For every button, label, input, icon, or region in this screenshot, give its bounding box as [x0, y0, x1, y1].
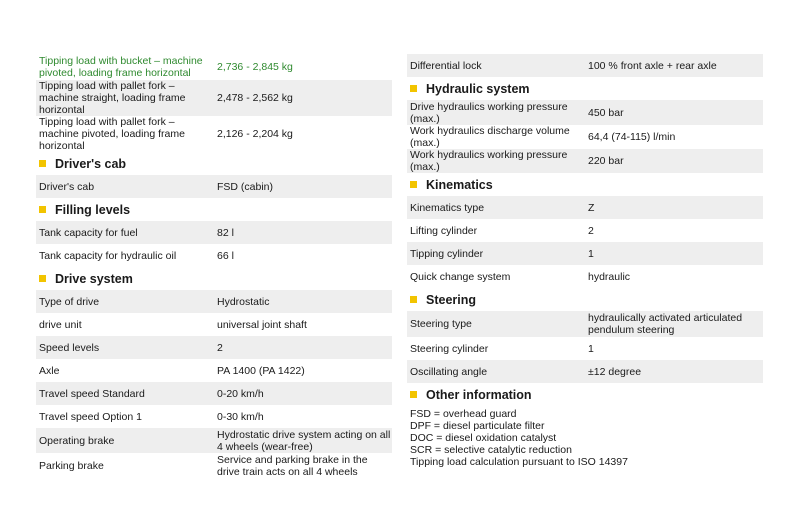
section-heading-kinematics — [407, 173, 763, 196]
spec-value: 2 — [217, 341, 223, 354]
spec-value: 82 l — [217, 226, 234, 239]
spec-value: 64,4 (74-115) l/min — [588, 131, 676, 143]
spec-label: Driver's cab — [39, 180, 95, 193]
section-marker-icon — [39, 206, 46, 213]
spec-value: PA 1400 (PA 1422) — [217, 364, 305, 377]
spec-row — [36, 453, 392, 478]
section-heading-filling-levels — [36, 198, 392, 221]
spec-label: Tipping load with bucket – machine pivoted, loading frame horizontal — [39, 55, 203, 79]
section-title: Driver's cab — [55, 156, 127, 171]
spec-label: Parking brake — [39, 459, 104, 472]
spec-label: Drive hydraulics working pressure (max.) — [410, 100, 568, 125]
section-heading-hydraulic-system — [407, 77, 763, 100]
spec-label: Type of drive — [39, 295, 100, 308]
spec-value: 2 — [588, 224, 594, 237]
info-line: DOC = diesel oxidation catalyst — [410, 432, 557, 444]
spec-row — [36, 221, 392, 244]
spec-value: 220 bar — [588, 155, 624, 167]
spec-row — [407, 100, 763, 125]
spec-row — [36, 54, 392, 80]
spec-value: Service and parking brake in the drive train acts on all 4 wheels — [217, 453, 368, 478]
spec-value: ±12 degree — [588, 365, 642, 378]
spec-row — [407, 149, 763, 173]
section-marker-icon — [39, 275, 46, 282]
spec-row — [407, 337, 763, 360]
spec-row — [407, 242, 763, 265]
spec-value: hydraulic — [588, 270, 631, 283]
spec-label: Tipping cylinder — [410, 247, 484, 260]
other-information-block — [407, 406, 763, 470]
spec-row — [36, 405, 392, 428]
spec-value: 2,736 - 2,845 kg — [217, 61, 293, 73]
spec-value: 66 l — [217, 249, 234, 262]
section-title: Drive system — [55, 271, 133, 286]
section-marker-icon — [410, 181, 417, 188]
spec-row — [407, 54, 763, 77]
spec-value: Hydrostatic — [217, 295, 270, 308]
section-heading-steering — [407, 288, 763, 311]
spec-label: Travel speed Standard — [39, 387, 145, 400]
spec-value: 1 — [588, 247, 594, 260]
right-column — [407, 54, 763, 470]
spec-value: Hydrostatic drive system acting on all 4 wheels (wear-free) — [217, 428, 391, 453]
spec-row — [36, 244, 392, 267]
spec-row — [407, 265, 763, 288]
spec-row — [36, 336, 392, 359]
spec-row — [36, 428, 392, 453]
spec-row — [36, 313, 392, 336]
spec-label: Axle — [39, 364, 60, 377]
section-marker-icon — [410, 296, 417, 303]
spec-value: FSD (cabin) — [217, 180, 274, 193]
section-marker-icon — [410, 391, 417, 398]
spec-label: Differential lock — [410, 59, 482, 72]
spec-value: 100 % front axle + rear axle — [588, 59, 717, 72]
spec-row — [36, 290, 392, 313]
spec-label: Steering cylinder — [410, 342, 489, 355]
info-line: FSD = overhead guard — [410, 408, 517, 420]
spec-row — [36, 80, 392, 116]
spec-row — [36, 382, 392, 405]
spec-label: drive unit — [39, 318, 82, 331]
spec-value: 0-30 km/h — [217, 410, 264, 423]
spec-label: Kinematics type — [410, 201, 485, 214]
spec-label: Tipping load with pallet fork – machine pivoted, loading frame horizontal — [39, 116, 185, 152]
spec-value: 0-20 km/h — [217, 387, 264, 400]
spec-label: Tipping load with pallet fork – machine straight, loading frame horizontal — [39, 80, 186, 116]
info-line: DPF = diesel particulate filter — [410, 420, 545, 432]
spec-label: Oscillating angle — [410, 365, 488, 378]
spec-label: Lifting cylinder — [410, 224, 478, 237]
spec-label: Work hydraulics working pressure (max.) — [410, 149, 568, 173]
spec-label: Speed levels — [39, 341, 100, 354]
spec-label: Operating brake — [39, 434, 115, 447]
spec-label: Tank capacity for fuel — [39, 226, 138, 239]
spec-row — [407, 360, 763, 383]
section-marker-icon — [410, 85, 417, 92]
spec-label: Tank capacity for hydraulic oil — [39, 249, 177, 262]
info-line: SCR = selective catalytic reduction — [410, 444, 572, 456]
info-line: Tipping load calculation pursuant to ISO 14397 — [410, 456, 628, 468]
spec-value: Z — [588, 201, 595, 214]
spec-value: hydraulically activated articulated pendulum steering — [588, 312, 743, 336]
section-title: Other information — [426, 387, 532, 402]
section-title: Steering — [426, 292, 477, 307]
spec-value: 450 bar — [588, 106, 624, 119]
spec-row — [407, 125, 763, 149]
spec-row — [407, 311, 763, 337]
spec-row — [407, 196, 763, 219]
spec-value: 1 — [588, 342, 594, 355]
section-heading-drive-system — [36, 267, 392, 290]
section-heading-other-information — [407, 383, 763, 406]
spec-label: Work hydraulics discharge volume (max.) — [410, 125, 570, 149]
spec-label: Travel speed Option 1 — [39, 410, 142, 423]
section-title: Kinematics — [426, 177, 493, 192]
spec-row — [36, 175, 392, 198]
spec-value: universal joint shaft — [217, 318, 307, 331]
section-title: Filling levels — [55, 202, 131, 217]
spec-label: Quick change system — [410, 270, 511, 283]
section-marker-icon — [39, 160, 46, 167]
spec-value: 2,478 - 2,562 kg — [217, 92, 293, 104]
spec-value: 2,126 - 2,204 kg — [217, 128, 293, 140]
spec-row — [36, 116, 392, 152]
left-column — [36, 54, 392, 478]
spec-row — [407, 219, 763, 242]
spec-label: Steering type — [410, 318, 472, 330]
spec-row — [36, 359, 392, 382]
section-title: Hydraulic system — [426, 81, 530, 96]
section-heading-drivers-cab — [36, 152, 392, 175]
